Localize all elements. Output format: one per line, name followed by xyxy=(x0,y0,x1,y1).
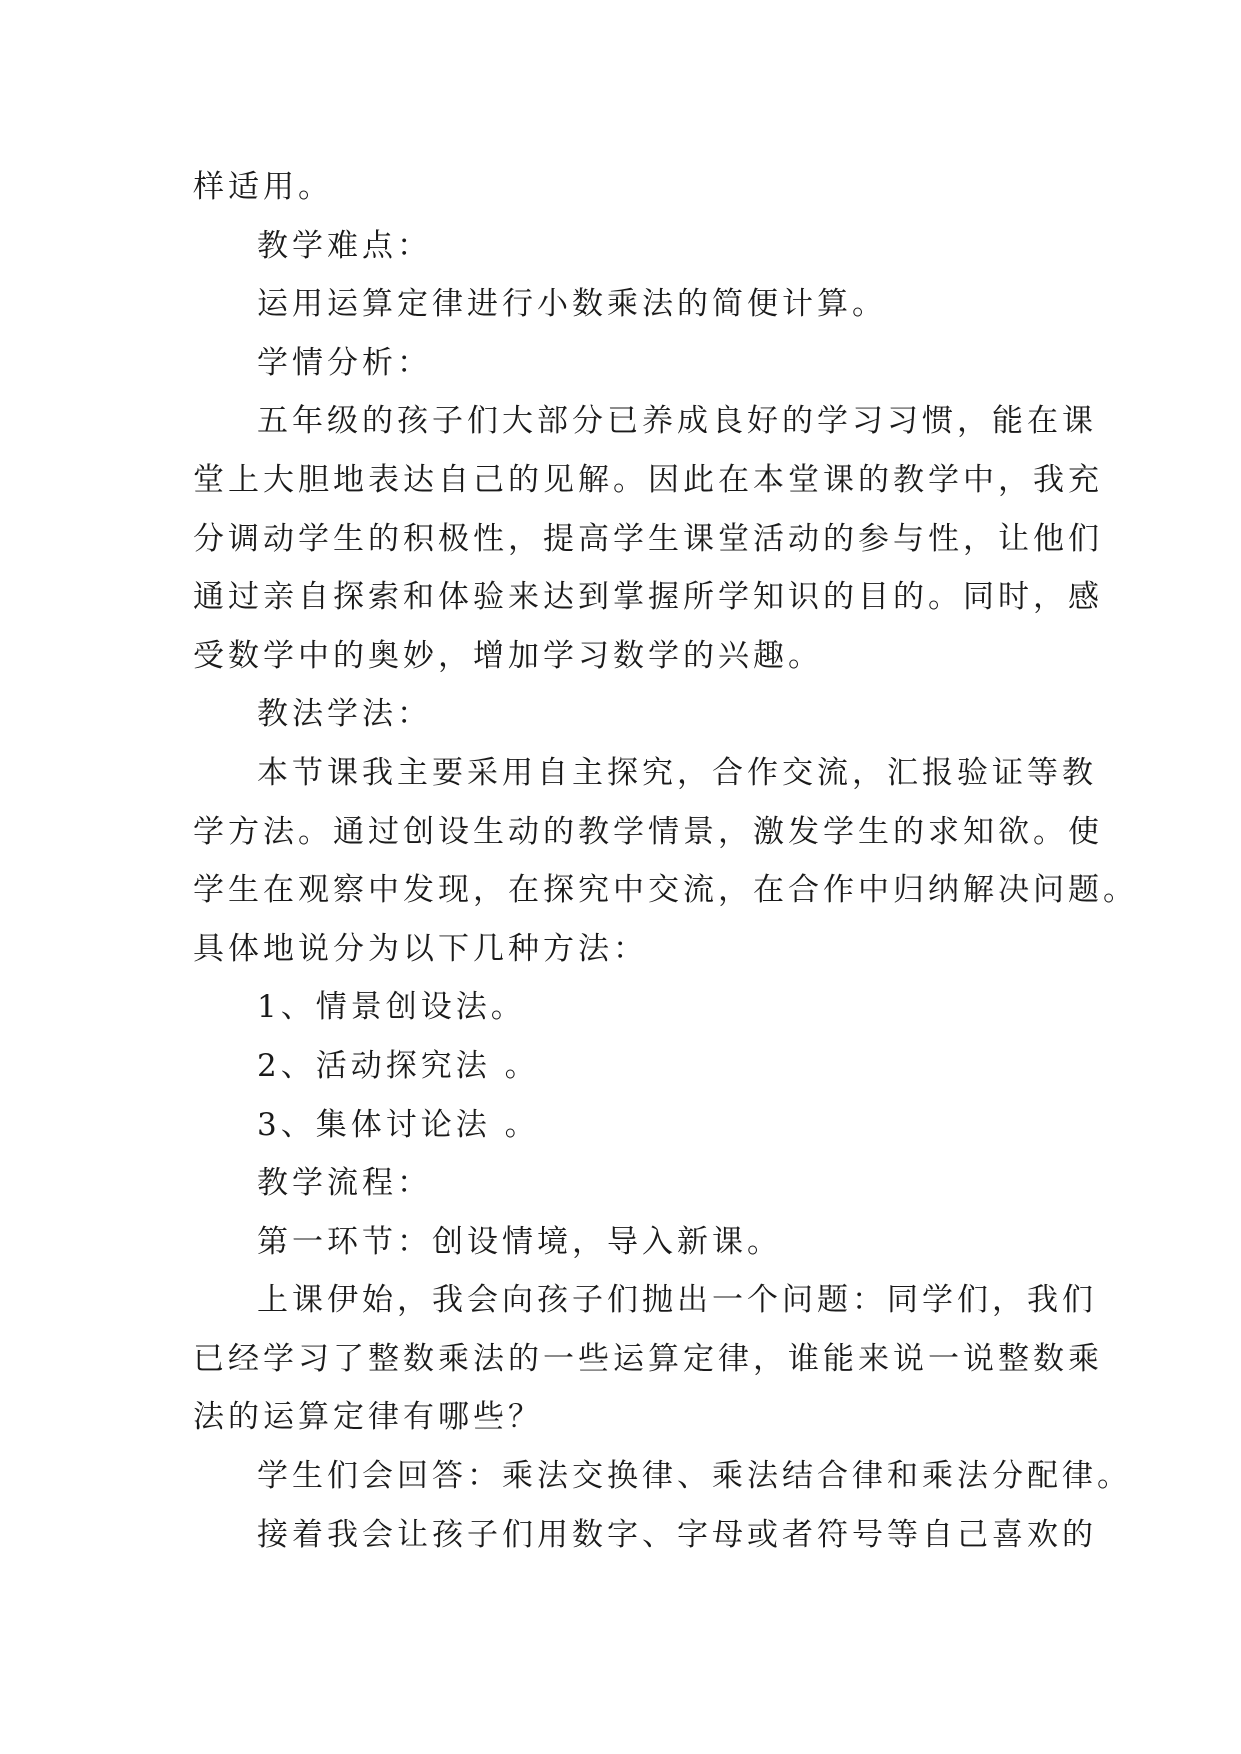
text-line: 受数学中的奥妙，增加学习数学的兴趣。 xyxy=(193,637,823,674)
text-line: 接着我会让孩子们用数字、字母或者符号等自己喜欢的 xyxy=(257,1516,1097,1553)
text-line: 上课伊始，我会向孩子们抛出一个问题：同学们，我们 xyxy=(257,1282,1097,1319)
text-line: 法的运算定律有哪些？ xyxy=(193,1399,543,1436)
heading-teaching-methods: 教法学法： xyxy=(257,696,432,733)
text-line: 学生们会回答：乘法交换律、乘法结合律和乘法分配律。 xyxy=(257,1458,1132,1495)
list-item: 2、活动探究法 。 xyxy=(257,1047,540,1084)
text-line: 本节课我主要采用自主探究，合作交流，汇报验证等教 xyxy=(257,754,1097,791)
text-line: 运用运算定律进行小数乘法的简便计算。 xyxy=(257,286,887,323)
document-page xyxy=(193,158,1138,1564)
text-line: 分调动学生的积极性，提高学生课堂活动的参与性，让他们 xyxy=(193,520,1103,557)
heading-teaching-difficulty: 教学难点： xyxy=(257,227,432,264)
list-item: 1、情景创设法。 xyxy=(257,989,526,1026)
text-line: 堂上大胆地表达自己的见解。因此在本堂课的教学中，我充 xyxy=(193,461,1103,498)
heading-teaching-process: 教学流程： xyxy=(257,1165,432,1202)
list-item: 3、集体讨论法 。 xyxy=(257,1106,540,1143)
text-line: 第一环节：创设情境，导入新课。 xyxy=(257,1223,782,1260)
text-line: 具体地说分为以下几种方法： xyxy=(193,930,648,967)
text-line: 样适用。 xyxy=(193,169,333,205)
text-line: 五年级的孩子们大部分已养成良好的学习习惯，能在课 xyxy=(257,403,1097,440)
text-line: 已经学习了整数乘法的一些运算定律，谁能来说一说整数乘 xyxy=(193,1340,1103,1377)
heading-student-analysis: 学情分析： xyxy=(257,344,432,381)
text-line: 通过亲自探索和体验来达到掌握所学知识的目的。同时，感 xyxy=(193,579,1103,616)
text-line: 学方法。通过创设生动的教学情景，激发学生的求知欲。使 xyxy=(193,813,1103,850)
text-line: 学生在观察中发现，在探究中交流，在合作中归纳解决问题。 xyxy=(193,872,1138,909)
